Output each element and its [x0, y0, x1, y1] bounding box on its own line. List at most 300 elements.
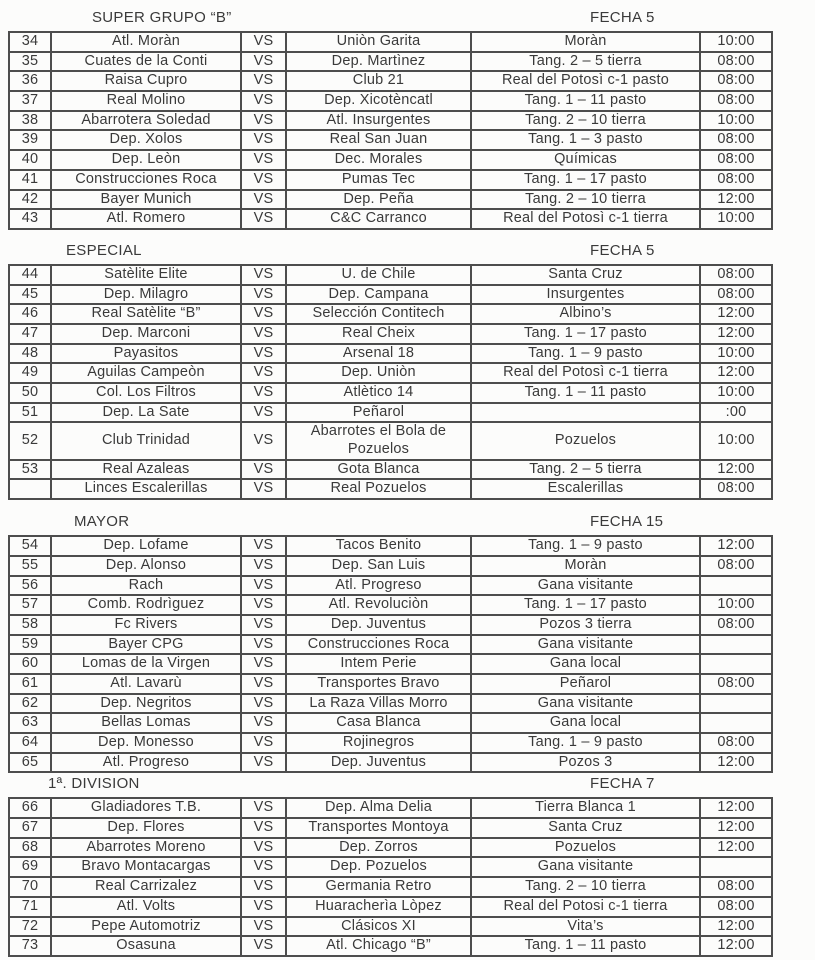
away-team: Dep. Pozuelos	[286, 857, 471, 877]
table-row	[9, 635, 772, 655]
vs-label: VS	[241, 383, 286, 403]
match-number: 57	[9, 595, 51, 615]
section-fecha: FECHA 5	[590, 9, 655, 26]
away-team: Uniòn Garita	[286, 32, 471, 52]
table-row	[9, 713, 772, 733]
away-team: Intem Perie	[286, 654, 471, 674]
venue: Gana visitante	[471, 857, 700, 877]
match-number: 49	[9, 363, 51, 383]
home-team: Dep. Xolos	[51, 130, 241, 150]
match-time: 08:00	[700, 897, 772, 917]
away-team: Dep. Xicotèncatl	[286, 91, 471, 111]
table-row	[9, 130, 772, 150]
vs-label: VS	[241, 818, 286, 838]
match-number: 39	[9, 130, 51, 150]
home-team: Bravo Montacargas	[51, 857, 241, 877]
venue: Real del Potosì c-1 tierra	[471, 209, 700, 229]
vs-label: VS	[241, 150, 286, 170]
home-team: Real Molino	[51, 91, 241, 111]
venue: Escalerillas	[471, 479, 700, 499]
home-team: Bayer CPG	[51, 635, 241, 655]
section-header	[8, 775, 815, 795]
away-team: Abarrotes el Bola de Pozuelos	[286, 422, 471, 459]
venue: Santa Cruz	[471, 818, 700, 838]
section-title: SUPER GRUPO “B”	[92, 9, 232, 26]
vs-label: VS	[241, 479, 286, 499]
match-number	[9, 479, 51, 499]
section-title: 1ª. DIVISION	[48, 775, 140, 793]
vs-label: VS	[241, 654, 286, 674]
home-team: Satèlite Elite	[51, 265, 241, 285]
home-team: Atl. Volts	[51, 897, 241, 917]
fixtures-body	[9, 798, 772, 956]
home-team: Dep. Alonso	[51, 556, 241, 576]
venue: Tang. 1 – 11 pasto	[471, 383, 700, 403]
match-time: :00	[700, 403, 772, 423]
home-team: Atl. Romero	[51, 209, 241, 229]
venue: Tang. 1 – 9 pasto	[471, 536, 700, 556]
match-number: 44	[9, 265, 51, 285]
vs-label: VS	[241, 713, 286, 733]
match-number: 68	[9, 838, 51, 858]
home-team: Payasitos	[51, 344, 241, 364]
vs-label: VS	[241, 838, 286, 858]
home-team: Gladiadores T.B.	[51, 798, 241, 818]
vs-label: VS	[241, 52, 286, 72]
away-team: Atl. Insurgentes	[286, 111, 471, 131]
table-row	[9, 190, 772, 210]
venue: Tang. 1 – 11 pasto	[471, 91, 700, 111]
match-number: 38	[9, 111, 51, 131]
away-team: U. de Chile	[286, 265, 471, 285]
fixtures-table	[8, 797, 773, 957]
away-team: Dep. Alma Delia	[286, 798, 471, 818]
match-number: 51	[9, 403, 51, 423]
vs-label: VS	[241, 936, 286, 956]
vs-label: VS	[241, 460, 286, 480]
vs-label: VS	[241, 635, 286, 655]
vs-label: VS	[241, 71, 286, 91]
match-number: 64	[9, 733, 51, 753]
away-team: Casa Blanca	[286, 713, 471, 733]
match-time: 12:00	[700, 936, 772, 956]
match-time: 08:00	[700, 91, 772, 111]
fixtures-body	[9, 536, 772, 772]
match-number: 71	[9, 897, 51, 917]
home-team: Lomas de la Virgen	[51, 654, 241, 674]
match-number: 34	[9, 32, 51, 52]
table-row	[9, 857, 772, 877]
match-number: 62	[9, 694, 51, 714]
vs-label: VS	[241, 363, 286, 383]
home-team: Pepe Automotriz	[51, 917, 241, 937]
match-number: 73	[9, 936, 51, 956]
away-team: Dep. Zorros	[286, 838, 471, 858]
away-team: Pumas Tec	[286, 170, 471, 190]
vs-label: VS	[241, 694, 286, 714]
match-time: 08:00	[700, 170, 772, 190]
venue	[471, 403, 700, 423]
home-team: Dep. Milagro	[51, 285, 241, 305]
vs-label: VS	[241, 733, 286, 753]
table-row	[9, 91, 772, 111]
table-row	[9, 71, 772, 91]
away-team: Real Pozuelos	[286, 479, 471, 499]
section-header	[8, 513, 815, 533]
table-row	[9, 733, 772, 753]
match-number: 54	[9, 536, 51, 556]
fixtures-body	[9, 32, 772, 229]
away-team: Transportes Bravo	[286, 674, 471, 694]
match-time: 10:00	[700, 422, 772, 459]
table-row	[9, 383, 772, 403]
away-team: Transportes Montoya	[286, 818, 471, 838]
home-team: Construcciones Roca	[51, 170, 241, 190]
home-team: Atl. Lavarù	[51, 674, 241, 694]
vs-label: VS	[241, 170, 286, 190]
table-row	[9, 674, 772, 694]
match-time: 12:00	[700, 818, 772, 838]
venue: Tierra Blanca 1	[471, 798, 700, 818]
venue: Real del Potosì c-1 tierra	[471, 363, 700, 383]
match-number: 42	[9, 190, 51, 210]
match-number: 72	[9, 917, 51, 937]
table-row	[9, 209, 772, 229]
away-team: Huaracherìa Lòpez	[286, 897, 471, 917]
match-time: 08:00	[700, 733, 772, 753]
away-team: Dec. Morales	[286, 150, 471, 170]
match-time: 08:00	[700, 674, 772, 694]
venue: Pozuelos	[471, 838, 700, 858]
match-time: 08:00	[700, 265, 772, 285]
table-row	[9, 694, 772, 714]
table-row	[9, 170, 772, 190]
match-time: 12:00	[700, 753, 772, 773]
match-time: 12:00	[700, 363, 772, 383]
match-number: 35	[9, 52, 51, 72]
venue: Tang. 1 – 9 pasto	[471, 733, 700, 753]
home-team: Aguilas Campeòn	[51, 363, 241, 383]
venue: Tang. 2 – 5 tierra	[471, 460, 700, 480]
venue: Albino’s	[471, 304, 700, 324]
match-number: 43	[9, 209, 51, 229]
match-number: 65	[9, 753, 51, 773]
vs-label: VS	[241, 91, 286, 111]
home-team: Abarrotera Soledad	[51, 111, 241, 131]
venue: Insurgentes	[471, 285, 700, 305]
vs-label: VS	[241, 595, 286, 615]
away-team: Dep. Uniòn	[286, 363, 471, 383]
match-time: 10:00	[700, 344, 772, 364]
home-team: Dep. La Sate	[51, 403, 241, 423]
vs-label: VS	[241, 857, 286, 877]
venue: Moràn	[471, 556, 700, 576]
venue: Tang. 2 – 10 tierra	[471, 190, 700, 210]
vs-label: VS	[241, 265, 286, 285]
vs-label: VS	[241, 615, 286, 635]
match-number: 70	[9, 877, 51, 897]
table-row	[9, 344, 772, 364]
vs-label: VS	[241, 897, 286, 917]
venue: Real del Potosi c-1 tierra	[471, 897, 700, 917]
fixtures-table	[8, 31, 773, 230]
vs-label: VS	[241, 285, 286, 305]
table-row	[9, 111, 772, 131]
away-team: Arsenal 18	[286, 344, 471, 364]
match-time	[700, 713, 772, 733]
home-team: Real Satèlite “B”	[51, 304, 241, 324]
venue: Gana local	[471, 654, 700, 674]
home-team: Col. Los Filtros	[51, 383, 241, 403]
vs-label: VS	[241, 798, 286, 818]
vs-label: VS	[241, 877, 286, 897]
venue: Químicas	[471, 150, 700, 170]
venue: Tang. 1 – 17 pasto	[471, 595, 700, 615]
match-time: 08:00	[700, 285, 772, 305]
away-team: Atl. Progreso	[286, 576, 471, 596]
home-team: Abarrotes Moreno	[51, 838, 241, 858]
vs-label: VS	[241, 917, 286, 937]
match-time	[700, 635, 772, 655]
match-time: 10:00	[700, 383, 772, 403]
match-time: 10:00	[700, 32, 772, 52]
table-row	[9, 479, 772, 499]
venue: Real del Potosì c-1 pasto	[471, 71, 700, 91]
table-row	[9, 753, 772, 773]
schedule-sections	[0, 9, 815, 957]
venue: Santa Cruz	[471, 265, 700, 285]
vs-label: VS	[241, 422, 286, 459]
match-time: 10:00	[700, 595, 772, 615]
vs-label: VS	[241, 536, 286, 556]
away-team: Tacos Benito	[286, 536, 471, 556]
table-row	[9, 877, 772, 897]
home-team: Atl. Progreso	[51, 753, 241, 773]
vs-label: VS	[241, 403, 286, 423]
home-team: Real Carrizalez	[51, 877, 241, 897]
venue: Pozos 3 tierra	[471, 615, 700, 635]
venue: Gana visitante	[471, 694, 700, 714]
away-team: C&C Carranco	[286, 209, 471, 229]
table-row	[9, 536, 772, 556]
vs-label: VS	[241, 753, 286, 773]
table-row	[9, 595, 772, 615]
match-time: 12:00	[700, 460, 772, 480]
match-number: 53	[9, 460, 51, 480]
away-team: Real San Juan	[286, 130, 471, 150]
away-team: Germania Retro	[286, 877, 471, 897]
match-time: 08:00	[700, 71, 772, 91]
match-number: 67	[9, 818, 51, 838]
venue: Peñarol	[471, 674, 700, 694]
venue: Gana visitante	[471, 576, 700, 596]
venue: Tang. 1 – 9 pasto	[471, 344, 700, 364]
section-fecha: FECHA 5	[590, 241, 655, 259]
match-time: 10:00	[700, 111, 772, 131]
schedule-section	[8, 9, 815, 230]
venue: Gana visitante	[471, 635, 700, 655]
section-header	[8, 9, 815, 29]
match-time: 08:00	[700, 615, 772, 635]
match-time: 08:00	[700, 556, 772, 576]
away-team: Construcciones Roca	[286, 635, 471, 655]
match-number: 41	[9, 170, 51, 190]
table-row	[9, 798, 772, 818]
schedule-section	[8, 242, 815, 500]
venue: Tang. 1 – 11 pasto	[471, 936, 700, 956]
section-title: MAYOR	[74, 513, 130, 531]
home-team: Cuates de la Conti	[51, 52, 241, 72]
match-time: 08:00	[700, 130, 772, 150]
away-team: Gota Blanca	[286, 460, 471, 480]
table-row	[9, 304, 772, 324]
vs-label: VS	[241, 344, 286, 364]
match-number: 47	[9, 324, 51, 344]
match-number: 59	[9, 635, 51, 655]
away-team: Dep. Campana	[286, 285, 471, 305]
venue: Tang. 1 – 17 pasto	[471, 324, 700, 344]
away-team: Peñarol	[286, 403, 471, 423]
match-time: 08:00	[700, 479, 772, 499]
match-number: 69	[9, 857, 51, 877]
vs-label: VS	[241, 209, 286, 229]
match-number: 56	[9, 576, 51, 596]
away-team: Real Cheix	[286, 324, 471, 344]
match-time: 12:00	[700, 304, 772, 324]
home-team: Bellas Lomas	[51, 713, 241, 733]
away-team: Selección Contitech	[286, 304, 471, 324]
match-time: 12:00	[700, 917, 772, 937]
schedule-section	[8, 513, 815, 773]
match-time: 10:00	[700, 209, 772, 229]
table-row	[9, 936, 772, 956]
table-row	[9, 460, 772, 480]
table-row	[9, 285, 772, 305]
vs-label: VS	[241, 674, 286, 694]
home-team: Raisa Cupro	[51, 71, 241, 91]
vs-label: VS	[241, 111, 286, 131]
section-fecha: FECHA 7	[590, 775, 655, 793]
home-team: Osasuna	[51, 936, 241, 956]
away-team: Atl. Revoluciòn	[286, 595, 471, 615]
match-time	[700, 576, 772, 596]
away-team: Clásicos XI	[286, 917, 471, 937]
match-time: 12:00	[700, 190, 772, 210]
away-team: Dep. Juventus	[286, 615, 471, 635]
venue: Pozos 3	[471, 753, 700, 773]
table-row	[9, 52, 772, 72]
table-row	[9, 403, 772, 423]
match-time	[700, 857, 772, 877]
table-row	[9, 324, 772, 344]
match-time: 12:00	[700, 838, 772, 858]
match-number: 58	[9, 615, 51, 635]
venue: Vita’s	[471, 917, 700, 937]
table-row	[9, 556, 772, 576]
away-team: Dep. San Luis	[286, 556, 471, 576]
table-row	[9, 654, 772, 674]
home-team: Atl. Moràn	[51, 32, 241, 52]
match-number: 36	[9, 71, 51, 91]
section-header	[8, 242, 815, 262]
venue: Moràn	[471, 32, 700, 52]
table-row	[9, 917, 772, 937]
match-time	[700, 654, 772, 674]
away-team: Atl. Chicago “B”	[286, 936, 471, 956]
home-team: Rach	[51, 576, 241, 596]
vs-label: VS	[241, 324, 286, 344]
venue: Tang. 1 – 3 pasto	[471, 130, 700, 150]
venue: Gana local	[471, 713, 700, 733]
match-number: 45	[9, 285, 51, 305]
home-team: Dep. Monesso	[51, 733, 241, 753]
vs-label: VS	[241, 32, 286, 52]
vs-label: VS	[241, 190, 286, 210]
venue: Tang. 2 – 10 tierra	[471, 877, 700, 897]
table-row	[9, 32, 772, 52]
venue: Tang. 2 – 5 tierra	[471, 52, 700, 72]
away-team: Dep. Martìnez	[286, 52, 471, 72]
vs-label: VS	[241, 556, 286, 576]
table-row	[9, 838, 772, 858]
home-team: Dep. Marconi	[51, 324, 241, 344]
fixtures-table	[8, 535, 773, 773]
vs-label: VS	[241, 130, 286, 150]
match-number: 63	[9, 713, 51, 733]
away-team: La Raza Villas Morro	[286, 694, 471, 714]
match-number: 52	[9, 422, 51, 459]
away-team: Dep. Peña	[286, 190, 471, 210]
home-team: Club Trinidad	[51, 422, 241, 459]
match-time: 08:00	[700, 877, 772, 897]
home-team: Real Azaleas	[51, 460, 241, 480]
fixtures-table	[8, 264, 773, 500]
match-number: 50	[9, 383, 51, 403]
schedule-section	[8, 775, 815, 957]
match-number: 55	[9, 556, 51, 576]
match-time: 12:00	[700, 798, 772, 818]
vs-label: VS	[241, 304, 286, 324]
fixtures-body	[9, 265, 772, 499]
match-number: 46	[9, 304, 51, 324]
home-team: Fc Rivers	[51, 615, 241, 635]
home-team: Comb. Rodrìguez	[51, 595, 241, 615]
table-row	[9, 615, 772, 635]
away-team: Atlètico 14	[286, 383, 471, 403]
match-time	[700, 694, 772, 714]
home-team: Dep. Negritos	[51, 694, 241, 714]
match-time: 08:00	[700, 150, 772, 170]
match-number: 61	[9, 674, 51, 694]
away-team: Dep. Juventus	[286, 753, 471, 773]
match-number: 40	[9, 150, 51, 170]
venue: Pozuelos	[471, 422, 700, 459]
match-number: 66	[9, 798, 51, 818]
table-row	[9, 422, 772, 459]
home-team: Bayer Munich	[51, 190, 241, 210]
table-row	[9, 265, 772, 285]
home-team: Linces Escalerillas	[51, 479, 241, 499]
venue: Tang. 1 – 17 pasto	[471, 170, 700, 190]
table-row	[9, 150, 772, 170]
away-team: Club 21	[286, 71, 471, 91]
venue: Tang. 2 – 10 tierra	[471, 111, 700, 131]
match-time: 12:00	[700, 536, 772, 556]
section-title: ESPECIAL	[66, 241, 142, 259]
match-number: 37	[9, 91, 51, 111]
table-row	[9, 818, 772, 838]
vs-label: VS	[241, 576, 286, 596]
